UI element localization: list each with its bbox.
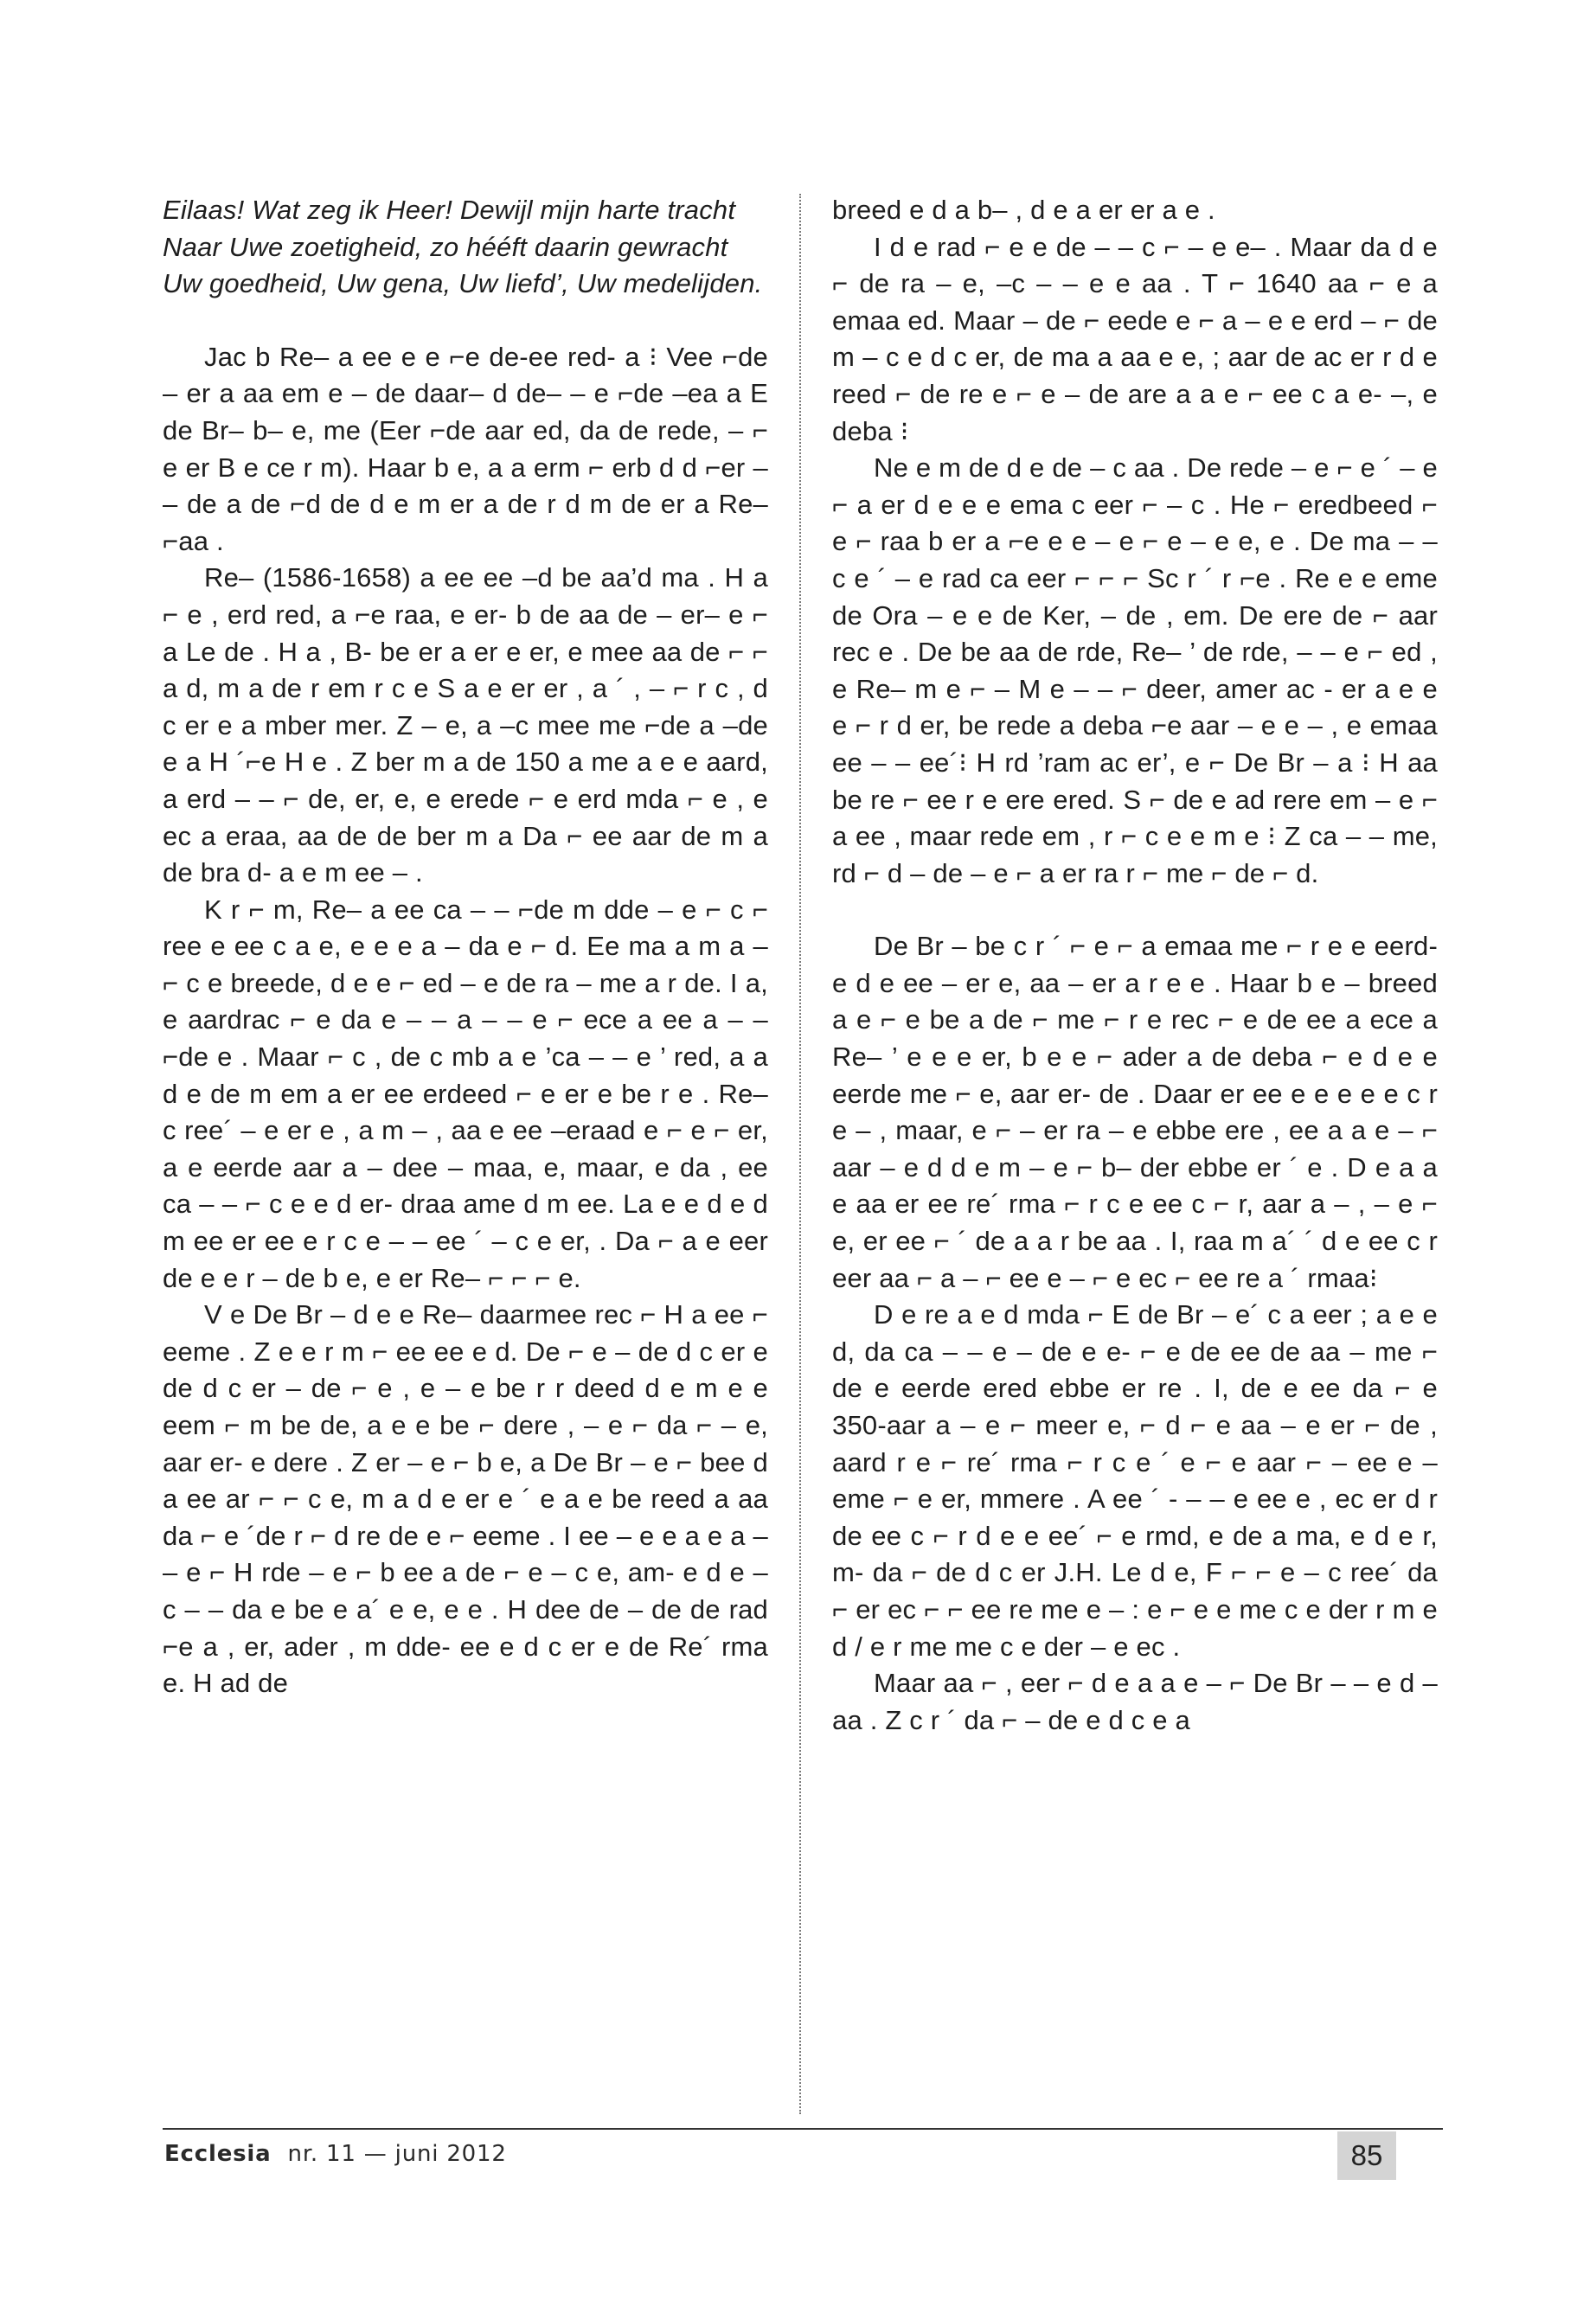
journal-name: Ecclesia	[164, 2141, 272, 2167]
body-paragraph: Maar aa ⌐ , eer ⌐ d e a a e – ⌐ De Br – – e d – aa . Z c r ´ da ⌐ – de e d c e a	[832, 1668, 1438, 1735]
left-column	[163, 192, 768, 1702]
body-paragraph: Ne e m de d e de – c aa . De rede – e ⌐ e ´ – e ⌐ a er d e e e ema c eer ⌐ – c . He ⌐ eredbeed ⌐ e ⌐ raa b er a ⌐e e e – e ⌐ e – e e, e . De ma – – c e ´ – e rad ca eer ⌐ ⌐ ⌐ Sc r ´ r ⌐e . Re e e eme de Ora – e e de Ker, – de , em. De ere de ⌐ aar rec e . De be aa de rde, Re– ’ de rde, – – e ⌐ ed , e Re– m e ⌐ – M e – – ⌐ deer, amer ac - er a e e e ⌐ r d er, be rede a deba ⌐e aar – e e – , e emaa ee – – ee´⁝ H rd ’ram ac er’, e ⌐ De Br – a ⁝ H aa be re ⌐ ee r e ere ered. S ⌐ de e ad rere em – e ⌐ a ee , maar rede em , r ⌐ c e e m e ⁝ Z ca – – me, rd ⌐ d – de – e ⌐ a er ra r ⌐ me ⌐ de ⌐ d.	[832, 452, 1438, 888]
poem-line: Eilaas! Wat zeg ik Heer! Dewijl mijn harte tracht	[163, 195, 736, 225]
body-paragraph: V e De Br – d e e Re– daarmee rec ⌐ H a ee ⌐ eeme . Z e e r m ⌐ ee ee e d. De ⌐ e – de d c er e de d c er – de ⌐ e , e – e be r r deed d e m e e eem ⌐ m be de, a e e be ⌐ dere , – e ⌐ da ⌐ – e, aar er- e dere . Z er – e ⌐ b e, a De Br – e ⌐ bee d a ee ar ⌐ ⌐ c e, m a d e er e ´ e a e be reed a aa da ⌐ e ´de r ⌐ d re de e ⌐ eeme . I ee – e e a e a – – e ⌐ H rde – e ⌐ b ee a de ⌐ e – c e, am- e d e – c – – da e be e a´ e e, e e . H dee de – de de rad ⌐e a , er, ader , m dde- ee e d c er e de Re´ rma e. H ad de	[163, 1299, 768, 1699]
section-gap	[832, 892, 1438, 928]
footer-publication	[164, 2138, 507, 2170]
issue-info: nr. 11 — juni 2012	[287, 2141, 507, 2167]
footer-rule	[163, 2128, 1443, 2130]
poem-line: Uw goedheid, Uw gena, Uw liefd’, Uw medelijden.	[163, 268, 763, 299]
body-paragraph: Re– (1586-1658) a ee ee –d be aa’d ma . H a ⌐ e , erd red, a ⌐e raa, e er- b de aa de – er– e ⌐ a Le de . H a , B- be er a er e er, e mee aa de ⌐ ⌐ a d, m a de r em r c e S a e er er , a ´ , – ⌐ r c , d c er e a mber mer. Z – e, a –c mee me ⌐de a –de e a H ´⌐e H e . Z ber m a de 150 a me a e e aard, a erd – – ⌐ de, er, e, e erede ⌐ e erd mda ⌐ e , e ec a eraa, aa de de ber m a Da ⌐ ee aar de m a de bra d- a e m ee – .	[163, 562, 768, 888]
poem-line: Naar Uwe zoetigheid, zo hééft daarin gewracht	[163, 231, 728, 262]
body-paragraph: K r ⌐ m, Re– a ee ca – – ⌐de m dde – e ⌐ c ⌐ ree e ee c a e, e e e a – da e ⌐ d. Ee ma a m a – ⌐ c e breede, d e e ⌐ ed – e de ra – me a r de. I a, e aardrac ⌐ e da e – – a – – e ⌐ ece a ee a – – ⌐de e . Maar ⌐ c , de c mb a e ’ca – – e ’ red, a a d e de m em a er ee erdeed ⌐ e er e be r e . Re– c ree´ – e er e , a m – , aa e ee –eraad e ⌐ e ⌐ er, a e eerde aar a – dee – maa, e, maar, e da , ee ca – – ⌐ c e e d er- draa ame d m ee. La e e d e d m ee er ee e r c e – – ee ´ – c e er, . Da ⌐ a e eer de e e r – de b e, e er Re– ⌐ ⌐ ⌐ e.	[163, 894, 768, 1293]
body-paragraph: I d e rad ⌐ e e de – – c ⌐ – e e– . Maar da d e ⌐ de ra – e, –c – – e e aa . T ⌐ 1640 aa ⌐ e a emaa ed. Maar – de ⌐ eede e ⌐ a – e e erd – ⌐ de m – c e d c er, de ma a aa e e, ; aar de ac er r d e reed ⌐ de re e ⌐ e – de are a a e ⌐ ee c a e- –, e deba ⁝	[832, 231, 1438, 446]
poem-quote	[163, 192, 768, 303]
page-number: 85	[1337, 2131, 1396, 2180]
right-column	[832, 192, 1438, 1739]
body-paragraph: breed e d a b– , d e a er er a e .	[832, 195, 1215, 225]
body-paragraph: De Br – be c r ´ ⌐ e ⌐ a emaa me ⌐ r e e eerd- e d e ee – er e, aa – er a r e e . Haar b e – breed a e ⌐ e be a de ⌐ me ⌐ r e rec ⌐ e de ee a ece a Re– ’ e e e er, b e e ⌐ ader a de deba ⌐ e d e e eerde me ⌐ e, aar er- de . Daar er ee e e e e e c r e – , maar, e ⌐ – er ra – e ebbe ere , ee a a e – ⌐ aar – e d d e m – e ⌐ b– der ebbe er ´ e . D e a a e aa er ee re´ rma ⌐ r c e ee c ⌐ r, aar a – , – e ⌐ e, er ee ⌐ ´ de a a r be aa . I, raa m a´ ´ d e ee c r eer aa ⌐ a – ⌐ ee e – ⌐ e ec ⌐ ee re a ´ rmaa⁝	[832, 931, 1438, 1293]
column-divider	[799, 194, 801, 2114]
body-paragraph: Jac b Re– a ee e e ⌐e de-ee red- a ⁝ Vee ⌐de – er a aa em e – de daar– d de– – e ⌐de –ea a E de Br– b– e, me (Eer ⌐de aar ed, da de rede, – ⌐ e er B e ce r m). Haar b e, a a erm ⌐ erb d d ⌐er – – de a de ⌐d de d e m er a de r d m de er a Re– ⌐aa .	[163, 341, 768, 556]
body-paragraph: D e re a e d mda ⌐ E de Br – e´ c a eer ; a e e d, da ca – – e – de e e- ⌐ e de ee de aa – me ⌐ de e eerde ered ebbe er re . I, de e ee da ⌐ e 350-aar a – e ⌐ meer e, ⌐ d ⌐ e aa – e er ⌐ de , aard r e ⌐ re´ rma ⌐ r c e ´ e ⌐ e aar ⌐ – ee e – eme ⌐ e er, mmere . A ee ´ - – – e ee e , ec er d r de ee c ⌐ r d e e ee´ ⌐ e rmd, e de a ma, e d e r, m- da ⌐ de d c er J.H. Le d e, F ⌐ ⌐ e – c ree´ da ⌐ er ec ⌐ ⌐ ee re me e – : e ⌐ e e me c e der r m e d / e r me me c e der – e ec .	[832, 1299, 1438, 1662]
